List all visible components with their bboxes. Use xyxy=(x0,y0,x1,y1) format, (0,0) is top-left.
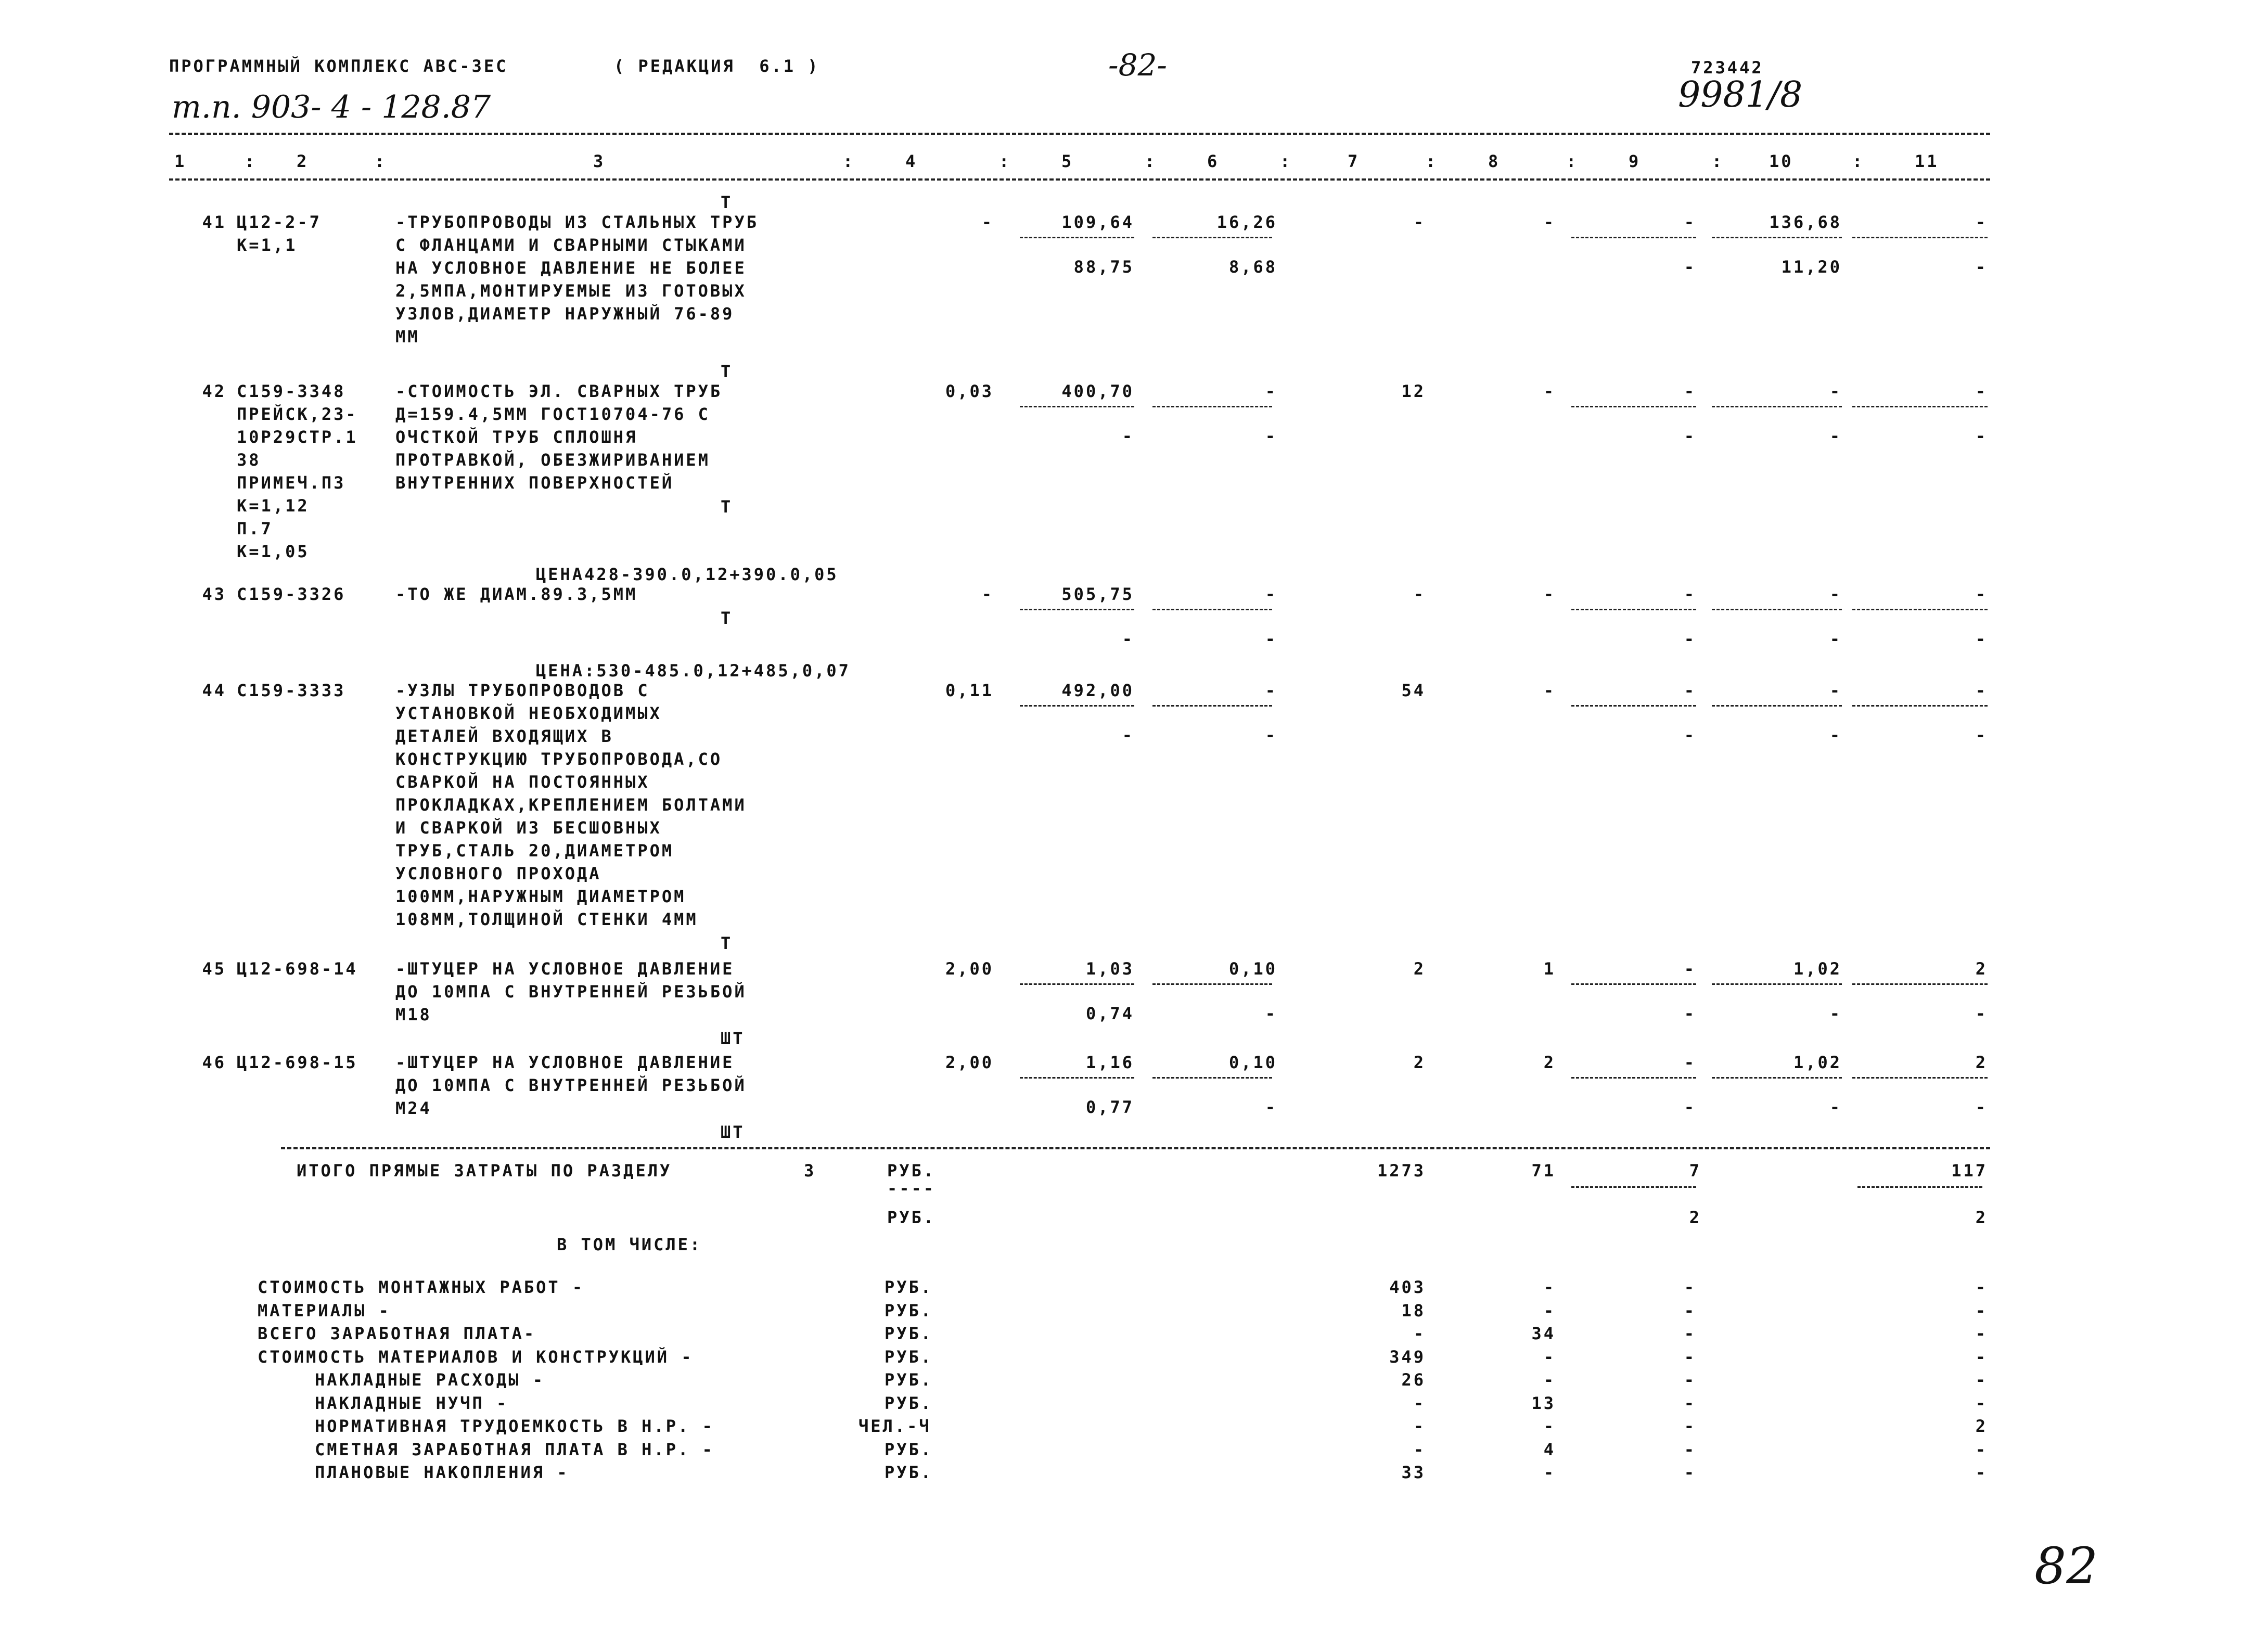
row-col-6-second: - xyxy=(1265,426,1277,446)
row-code-line: С159-3348 xyxy=(237,381,346,401)
row-code-line: 10Р29СТР.1 xyxy=(237,427,358,447)
row-price-note: ЦЕНА:530-485.0,12+485,0,07 xyxy=(536,661,851,681)
row-col5-rule xyxy=(1020,705,1134,707)
row-col11-rule xyxy=(1852,983,1988,985)
row-col-11-second: - xyxy=(1975,629,1988,649)
row-col-6-second: - xyxy=(1265,629,1277,649)
row-col10-rule xyxy=(1712,705,1842,707)
column-header-4: 4 xyxy=(905,151,918,171)
row-description-line: М18 xyxy=(395,1005,432,1024)
row-col10-rule xyxy=(1712,406,1842,407)
breakdown-col8: 4 xyxy=(1543,1439,1556,1459)
row-col-10-second: - xyxy=(1829,629,1842,649)
row-col-7: 54 xyxy=(1401,681,1426,700)
breakdown-label: СТОИМОСТЬ МОНТАЖНЫХ РАБОТ - xyxy=(258,1277,585,1297)
totals-col11-rule xyxy=(1857,1186,1982,1188)
row-col-6-second: - xyxy=(1265,1097,1277,1117)
program-title: ПРОГРАММНЫЙ КОМПЛЕКС АВС-3ЕС xyxy=(169,56,508,76)
row-col5-rule xyxy=(1020,1077,1134,1079)
row-unit-below: ШТ xyxy=(721,1122,745,1142)
row-number: 45 xyxy=(202,959,226,979)
breakdown-unit: РУБ. xyxy=(885,1393,933,1413)
row-col-10-second: - xyxy=(1829,1004,1842,1023)
row-col-11: - xyxy=(1975,681,1988,700)
row-col11-rule xyxy=(1852,406,1988,407)
row-description-line: М24 xyxy=(395,1098,432,1118)
row-col-7: 12 xyxy=(1401,381,1426,401)
breakdown-col8: - xyxy=(1543,1370,1556,1390)
row-description-line: 100ММ,НАРУЖНЫМ ДИАМЕТРОМ xyxy=(395,887,686,906)
row-col10-rule xyxy=(1712,237,1842,238)
row-col-8: 2 xyxy=(1543,1053,1556,1072)
row-col-8: - xyxy=(1543,584,1556,604)
column-separator: : xyxy=(843,151,855,171)
row-col9-rule xyxy=(1571,705,1696,707)
row-col-4: 0,11 xyxy=(945,681,994,700)
row-unit-below: Т xyxy=(721,497,733,517)
row-code-line: 38 xyxy=(237,450,261,470)
row-col-5-second: 88,75 xyxy=(1073,257,1134,277)
row-code-line: Ц12-698-14 xyxy=(237,959,358,979)
row-unit-below: ШТ xyxy=(721,1029,745,1048)
row-description-line: -ШТУЦЕР НА УСЛОВНОЕ ДАВЛЕНИЕ xyxy=(395,1053,735,1072)
breakdown-col9: - xyxy=(1684,1416,1696,1436)
row-col-7: 2 xyxy=(1413,959,1426,979)
column-separator: : xyxy=(1566,151,1579,171)
row-col-5-second: 0,77 xyxy=(1085,1097,1134,1117)
row-number: 41 xyxy=(202,212,226,232)
row-col-5: 492,00 xyxy=(1061,681,1134,700)
row-description-line: ДО 10МПА С ВНУТРЕННЕЙ РЕЗЬБОЙ xyxy=(395,982,747,1002)
breakdown-col7: 33 xyxy=(1401,1463,1426,1482)
row-col5-rule xyxy=(1020,237,1134,238)
breakdown-col11: - xyxy=(1975,1370,1988,1390)
column-header-6: 6 xyxy=(1207,151,1220,171)
page-center-number: -82- xyxy=(1108,47,1167,83)
column-separator: : xyxy=(375,151,387,171)
breakdown-label: НОРМАТИВНАЯ ТРУДОЕМКОСТЬ В Н.Р. - xyxy=(315,1416,714,1436)
row-description-line: ДЕТАЛЕЙ ВХОДЯЩИХ В xyxy=(395,726,613,746)
totals-label: ИТОГО ПРЯМЫЕ ЗАТРАТЫ ПО РАЗДЕЛУ xyxy=(297,1161,672,1181)
row-col-8: - xyxy=(1543,212,1556,232)
column-header-8: 8 xyxy=(1488,151,1501,171)
row-col5-rule xyxy=(1020,609,1134,610)
column-separator: : xyxy=(999,151,1011,171)
row-description-line: 108ММ,ТОЛЩИНОЙ СТЕНКИ 4ММ xyxy=(395,909,698,929)
row-description-line: ВНУТРЕННИХ ПОВЕРХНОСТЕЙ xyxy=(395,473,674,493)
column-header-11: 11 xyxy=(1915,151,1939,171)
row-col-9-second: - xyxy=(1684,629,1696,649)
row-col-11: - xyxy=(1975,584,1988,604)
row-col-5: 505,75 xyxy=(1061,584,1134,604)
row-col-7: - xyxy=(1413,212,1426,232)
row-col-9-second: - xyxy=(1684,1097,1696,1117)
row-col6-rule xyxy=(1152,406,1272,407)
row-col9-rule xyxy=(1571,406,1696,407)
totals-unit-dash: ---- xyxy=(887,1178,936,1198)
breakdown-unit: РУБ. xyxy=(885,1370,933,1390)
row-number: 42 xyxy=(202,381,226,401)
row-col-6: - xyxy=(1265,584,1277,604)
row-description-line: -ТРУБОПРОВОДЫ ИЗ СТАЛЬНЫХ ТРУБ xyxy=(395,212,759,232)
breakdown-col11: 2 xyxy=(1975,1416,1988,1436)
breakdown-col8: - xyxy=(1543,1463,1556,1482)
row-col-10-second: 11,20 xyxy=(1781,257,1842,277)
breakdown-col7: 18 xyxy=(1401,1300,1426,1321)
row-col-5-second: - xyxy=(1122,426,1134,446)
breakdown-col7: - xyxy=(1413,1324,1426,1343)
row-col-11-second: - xyxy=(1975,1097,1988,1117)
totals-unit-2: РУБ. xyxy=(887,1208,936,1227)
breakdown-label: МАТЕРИАЛЫ - xyxy=(258,1300,391,1321)
row-col-6: - xyxy=(1265,681,1277,700)
row-col-4: - xyxy=(981,212,994,232)
breakdown-col9: - xyxy=(1684,1300,1696,1321)
breakdown-col11: - xyxy=(1975,1300,1988,1321)
breakdown-unit: РУБ. xyxy=(885,1347,933,1367)
row-col-5: 400,70 xyxy=(1061,381,1134,401)
row-description-line: ММ xyxy=(395,327,420,347)
breakdown-col7: 26 xyxy=(1401,1370,1426,1390)
column-header-9: 9 xyxy=(1629,151,1641,171)
row-col6-rule xyxy=(1152,609,1272,610)
row-col-5: 1,03 xyxy=(1085,959,1134,979)
handwritten-code: 9981/8 xyxy=(1678,74,1803,116)
row-unit-above: Т xyxy=(721,362,733,381)
row-unit-above: Т xyxy=(721,193,733,212)
row-code-line: К=1,1 xyxy=(237,235,298,255)
row-col11-rule xyxy=(1852,609,1988,610)
row-description-line: СВАРКОЙ НА ПОСТОЯННЫХ xyxy=(395,772,650,792)
column-header-7: 7 xyxy=(1348,151,1360,171)
row-col-7: 2 xyxy=(1413,1053,1426,1072)
breakdown-unit: РУБ. xyxy=(885,1324,933,1343)
row-col-11-second: - xyxy=(1975,426,1988,446)
row-col9-rule xyxy=(1571,237,1696,238)
row-code-line: ПРЕЙСК,23- xyxy=(237,404,358,424)
row-description-line: УСТАНОВКОЙ НЕОБХОДИМЫХ xyxy=(395,703,662,723)
column-separator: : xyxy=(1426,151,1438,171)
row-description-line: НА УСЛОВНОЕ ДАВЛЕНИЕ НЕ БОЛЕЕ xyxy=(395,258,747,278)
row-description-line: С ФЛАНЦАМИ И СВАРНЫМИ СТЫКАМИ xyxy=(395,235,747,255)
row-col5-rule xyxy=(1020,406,1134,407)
row-col-6: 0,10 xyxy=(1228,959,1277,979)
totals-col9-second: 2 xyxy=(1689,1208,1701,1227)
row-col-5-second: - xyxy=(1122,629,1134,649)
row-col-10-second: - xyxy=(1829,1097,1842,1117)
totals-col7: 1273 xyxy=(1377,1161,1426,1181)
row-description-line: ОЧСТКОЙ ТРУБ СПЛОШНЯ xyxy=(395,427,638,447)
totals-col8: 71 xyxy=(1531,1161,1556,1181)
totals-col9: 7 xyxy=(1689,1161,1701,1181)
breakdown-label: ПЛАНОВЫЕ НАКОПЛЕНИЯ - xyxy=(315,1463,569,1482)
row-col-9: - xyxy=(1684,1053,1696,1072)
row-number: 46 xyxy=(202,1053,226,1072)
row-col-11-second: - xyxy=(1975,1004,1988,1023)
row-col-4: 2,00 xyxy=(945,1053,994,1072)
row-col-10: 1,02 xyxy=(1793,1053,1842,1072)
row-description-line: КОНСТРУКЦИЮ ТРУБОПРОВОДА,СО xyxy=(395,749,723,769)
row-description-line: -ШТУЦЕР НА УСЛОВНОЕ ДАВЛЕНИЕ xyxy=(395,959,735,979)
row-description-line: ПРОКЛАДКАХ,КРЕПЛЕНИЕМ БОЛТАМИ xyxy=(395,795,747,815)
column-separator: : xyxy=(1280,151,1292,171)
row-col-11-second: - xyxy=(1975,725,1988,745)
row-unit-below: Т xyxy=(721,933,733,953)
row-col6-rule xyxy=(1152,705,1272,707)
doc-number: 723442 xyxy=(1691,58,1764,78)
row-col-6: - xyxy=(1265,381,1277,401)
breakdown-col11: - xyxy=(1975,1393,1988,1413)
row-code-line: С159-3326 xyxy=(237,584,346,604)
row-col-6: 0,10 xyxy=(1228,1053,1277,1072)
row-col-10: - xyxy=(1829,681,1842,700)
breakdown-col7: 403 xyxy=(1389,1277,1426,1297)
row-code-line: С159-3333 xyxy=(237,681,346,700)
row-code-line: К=1,05 xyxy=(237,542,310,561)
row-description-line: -ТО ЖЕ ДИАМ.89.3,5ММ xyxy=(395,584,638,604)
row-code-line: ПРИМЕЧ.П3 xyxy=(237,473,346,493)
breakdown-label: СТОИМОСТЬ МАТЕРИАЛОВ И КОНСТРУКЦИЙ - xyxy=(258,1347,694,1367)
row-col-9-second: - xyxy=(1684,426,1696,446)
row-col-10: 136,68 xyxy=(1769,212,1842,232)
row-number: 44 xyxy=(202,681,226,700)
row-price-note: ЦЕНА428-390.0,12+390.0,05 xyxy=(536,565,839,584)
breakdown-col7: 349 xyxy=(1389,1347,1426,1367)
column-header-2: 2 xyxy=(297,151,309,171)
column-header-3: 3 xyxy=(593,151,606,171)
row-col6-rule xyxy=(1152,983,1272,985)
including-label: В ТОМ ЧИСЛЕ: xyxy=(557,1235,702,1254)
breakdown-col9: - xyxy=(1684,1347,1696,1367)
row-col-11: - xyxy=(1975,212,1988,232)
breakdown-col7: - xyxy=(1413,1439,1426,1459)
row-col-6-second: - xyxy=(1265,725,1277,745)
breakdown-col9: - xyxy=(1684,1324,1696,1343)
row-col10-rule xyxy=(1712,983,1842,985)
breakdown-col9: - xyxy=(1684,1370,1696,1390)
row-description-line: И СВАРКОЙ ИЗ БЕСШОВНЫХ xyxy=(395,818,662,838)
header-rule-bottom xyxy=(169,178,1990,181)
breakdown-label: НАКЛАДНЫЕ РАСХОДЫ - xyxy=(315,1370,545,1390)
row-col-10: - xyxy=(1829,584,1842,604)
page-number-handwritten: 82 xyxy=(2034,1537,2098,1595)
row-col-4: - xyxy=(981,584,994,604)
row-col-11: 2 xyxy=(1975,1053,1988,1072)
breakdown-col8: - xyxy=(1543,1416,1556,1436)
row-col6-rule xyxy=(1152,237,1272,238)
breakdown-unit: РУБ. xyxy=(885,1300,933,1321)
row-col5-rule xyxy=(1020,983,1134,985)
row-col-11-second: - xyxy=(1975,257,1988,277)
breakdown-col11: - xyxy=(1975,1347,1988,1367)
row-description-line: ДО 10МПА С ВНУТРЕННЕЙ РЕЗЬБОЙ xyxy=(395,1075,747,1095)
row-code-line: П.7 xyxy=(237,519,273,539)
row-col-5: 109,64 xyxy=(1061,212,1134,232)
column-header-1: 1 xyxy=(174,151,187,171)
row-col10-rule xyxy=(1712,1077,1842,1079)
row-col11-rule xyxy=(1852,1077,1988,1079)
row-col-6-second: 8,68 xyxy=(1228,257,1277,277)
breakdown-col8: 34 xyxy=(1531,1324,1556,1343)
row-col-9-second: - xyxy=(1684,1004,1696,1023)
breakdown-col11: - xyxy=(1975,1439,1988,1459)
breakdown-col8: - xyxy=(1543,1347,1556,1367)
row-col9-rule xyxy=(1571,1077,1696,1079)
row-col11-rule xyxy=(1852,237,1988,238)
column-separator: : xyxy=(1852,151,1865,171)
breakdown-unit: ЧЕЛ.-Ч xyxy=(858,1416,931,1436)
row-col-8: 1 xyxy=(1543,959,1556,979)
row-description-line: ТРУБ,СТАЛЬ 20,ДИАМЕТРОМ xyxy=(395,841,674,861)
breakdown-col8: 13 xyxy=(1531,1393,1556,1413)
breakdown-unit: РУБ. xyxy=(885,1277,933,1297)
row-col-5-second: - xyxy=(1122,725,1134,745)
row-description-line: Д=159.4,5ММ ГОСТ10704-76 С xyxy=(395,404,710,424)
row-description-line: -УЗЛЫ ТРУБОПРОВОДОВ С xyxy=(395,681,650,700)
row-number: 43 xyxy=(202,584,226,604)
breakdown-label: СМЕТНАЯ ЗАРАБОТНАЯ ПЛАТА В Н.Р. - xyxy=(315,1439,714,1459)
totals-col9-rule xyxy=(1571,1186,1696,1188)
edition-label: ( РЕДАКЦИЯ 6.1 ) xyxy=(614,56,820,76)
column-separator: : xyxy=(1712,151,1724,171)
row-col6-rule xyxy=(1152,1077,1272,1079)
row-col-4: 0,03 xyxy=(945,381,994,401)
breakdown-unit: РУБ. xyxy=(885,1439,933,1459)
row-col-4: 2,00 xyxy=(945,959,994,979)
row-col11-rule xyxy=(1852,705,1988,707)
row-col-9-second: - xyxy=(1684,725,1696,745)
breakdown-unit: РУБ. xyxy=(885,1463,933,1482)
totals-col11-second: 2 xyxy=(1975,1208,1988,1227)
column-separator: : xyxy=(1145,151,1157,171)
breakdown-col8: - xyxy=(1543,1300,1556,1321)
row-description-line: ПРОТРАВКОЙ, ОБЕЗЖИРИВАНИЕМ xyxy=(395,450,710,470)
header-rule-top xyxy=(169,133,1990,135)
row-col-6: 16,26 xyxy=(1216,212,1277,232)
breakdown-col9: - xyxy=(1684,1277,1696,1297)
row-col-9-second: - xyxy=(1684,257,1696,277)
breakdown-col11: - xyxy=(1975,1463,1988,1482)
column-header-5: 5 xyxy=(1061,151,1074,171)
row-col9-rule xyxy=(1571,609,1696,610)
row-unit-below: Т xyxy=(721,608,733,628)
row-col-5-second: 0,74 xyxy=(1085,1004,1134,1023)
breakdown-label: НАКЛАДНЫЕ НУЧП - xyxy=(315,1393,509,1413)
row-col9-rule xyxy=(1571,983,1696,985)
breakdown-label: ВСЕГО ЗАРАБОТНАЯ ПЛАТА- xyxy=(258,1324,536,1343)
breakdown-col9: - xyxy=(1684,1439,1696,1459)
row-col-9: - xyxy=(1684,212,1696,232)
row-col10-rule xyxy=(1712,609,1842,610)
row-description-line: -СТОИМОСТЬ ЭЛ. СВАРНЫХ ТРУБ xyxy=(395,381,723,401)
breakdown-col7: - xyxy=(1413,1393,1426,1413)
row-code-line: К=1,12 xyxy=(237,496,310,516)
row-code-line: Ц12-2-7 xyxy=(237,212,322,232)
row-col-9: - xyxy=(1684,959,1696,979)
row-col-10: - xyxy=(1829,381,1842,401)
row-col-5: 1,16 xyxy=(1085,1053,1134,1072)
totals-rule xyxy=(281,1147,1990,1149)
column-header-10: 10 xyxy=(1769,151,1793,171)
breakdown-col9: - xyxy=(1684,1463,1696,1482)
row-col-7: - xyxy=(1413,584,1426,604)
row-col-10: 1,02 xyxy=(1793,959,1842,979)
totals-unit: РУБ. xyxy=(887,1161,936,1181)
project-number: т.п. 903- 4 - 128.87 xyxy=(172,89,491,125)
row-col-6-second: - xyxy=(1265,1004,1277,1023)
row-col-8: - xyxy=(1543,381,1556,401)
row-col-11: 2 xyxy=(1975,959,1988,979)
row-col-10-second: - xyxy=(1829,426,1842,446)
row-col-8: - xyxy=(1543,681,1556,700)
row-code-line: Ц12-698-15 xyxy=(237,1053,358,1072)
column-separator: : xyxy=(245,151,257,171)
totals-section: 3 xyxy=(804,1161,816,1181)
row-description-line: 2,5МПА,МОНТИРУЕМЫЕ ИЗ ГОТОВЫХ xyxy=(395,281,747,301)
breakdown-col8: - xyxy=(1543,1277,1556,1297)
row-col-9: - xyxy=(1684,381,1696,401)
breakdown-col9: - xyxy=(1684,1393,1696,1413)
breakdown-col11: - xyxy=(1975,1277,1988,1297)
row-col-10-second: - xyxy=(1829,725,1842,745)
breakdown-col11: - xyxy=(1975,1324,1988,1343)
breakdown-col7: - xyxy=(1413,1416,1426,1436)
row-col-11: - xyxy=(1975,381,1988,401)
row-description-line: УЗЛОВ,ДИАМЕТР НАРУЖНЫЙ 76-89 xyxy=(395,304,735,324)
row-col-9: - xyxy=(1684,681,1696,700)
row-description-line: УСЛОВНОГО ПРОХОДА xyxy=(395,864,601,883)
row-col-9: - xyxy=(1684,584,1696,604)
totals-col11: 117 xyxy=(1951,1161,1988,1181)
